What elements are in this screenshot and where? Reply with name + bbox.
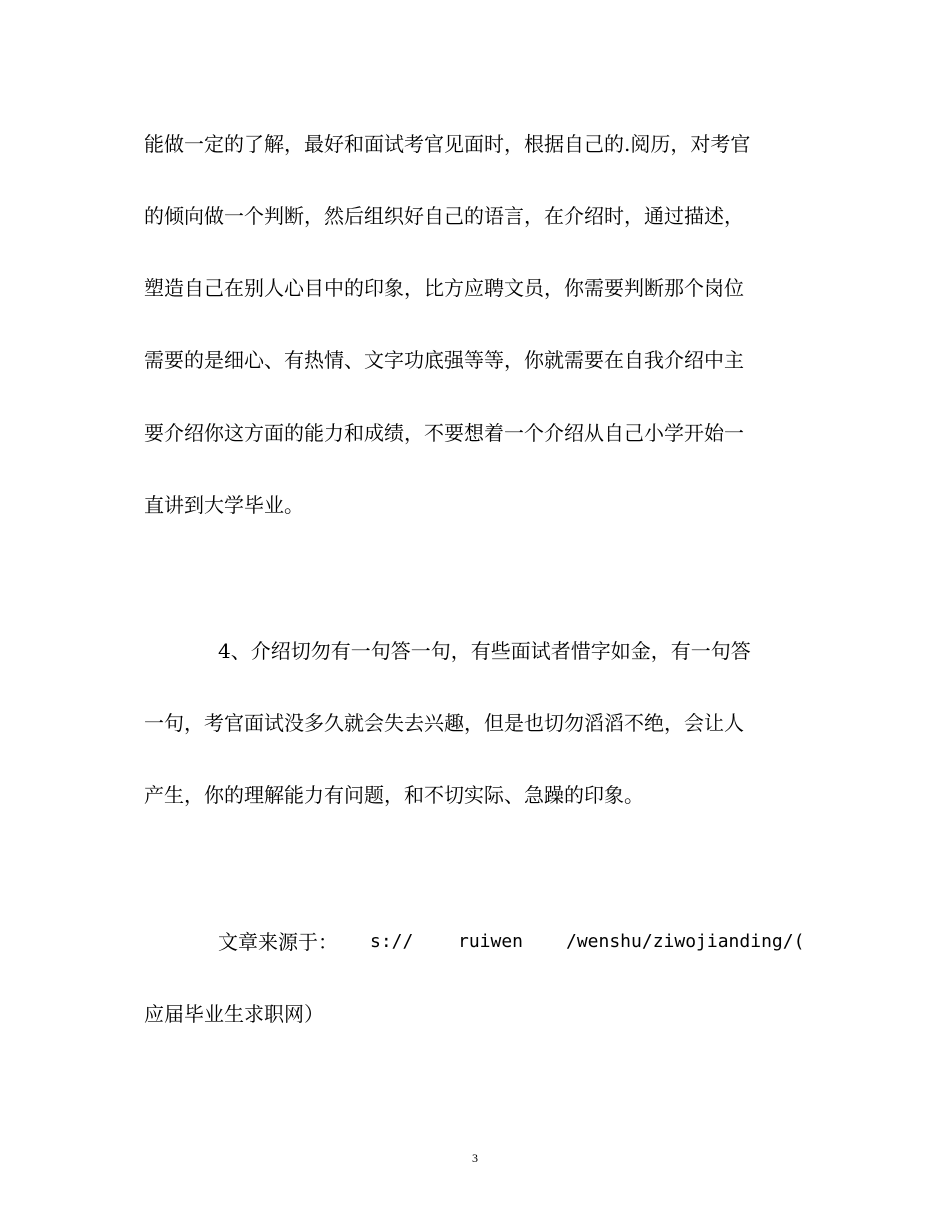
source-url-path: /wenshu/ziwojianding/(: [566, 931, 805, 952]
source-url-domain: ruiwen: [458, 931, 524, 952]
paragraph-line: 4、介绍切勿有一句答一句，有些面试者惜字如金，有一句答: [218, 639, 751, 663]
paragraph-line: 需要的是细心、有热情、文字功底强等等，你就需要在自我介绍中主: [144, 348, 744, 372]
paragraph-line: 塑造自己在别人心目中的印象，比方应聘文员，你需要判断那个岗位: [144, 276, 744, 300]
source-site-name: 应届毕业生求职网）: [144, 1002, 324, 1026]
paragraph-line: 能做一定的了解，最好和面试考官见面时，根据自己的.阅历，对考官: [144, 132, 751, 156]
paragraph-line: 产生，你的理解能力有问题，和不切实际、急躁的印象。: [144, 783, 644, 807]
paragraph-line: 一句，考官面试没多久就会失去兴趣，但是也切勿滔滔不绝，会让人: [144, 711, 744, 735]
paragraph-line: 要介绍你这方面的能力和成绩，不要想着一个介绍从自己小学开始一: [144, 421, 744, 445]
paragraph-line: 的倾向做一个判断，然后组织好自己的语言，在介绍时，通过描述，: [144, 204, 744, 228]
paragraph-line: 直讲到大学毕业。: [144, 493, 304, 517]
source-label: 文章来源于：: [218, 930, 338, 954]
page-number: 3: [472, 1151, 478, 1165]
source-url-scheme: s://: [370, 931, 414, 952]
